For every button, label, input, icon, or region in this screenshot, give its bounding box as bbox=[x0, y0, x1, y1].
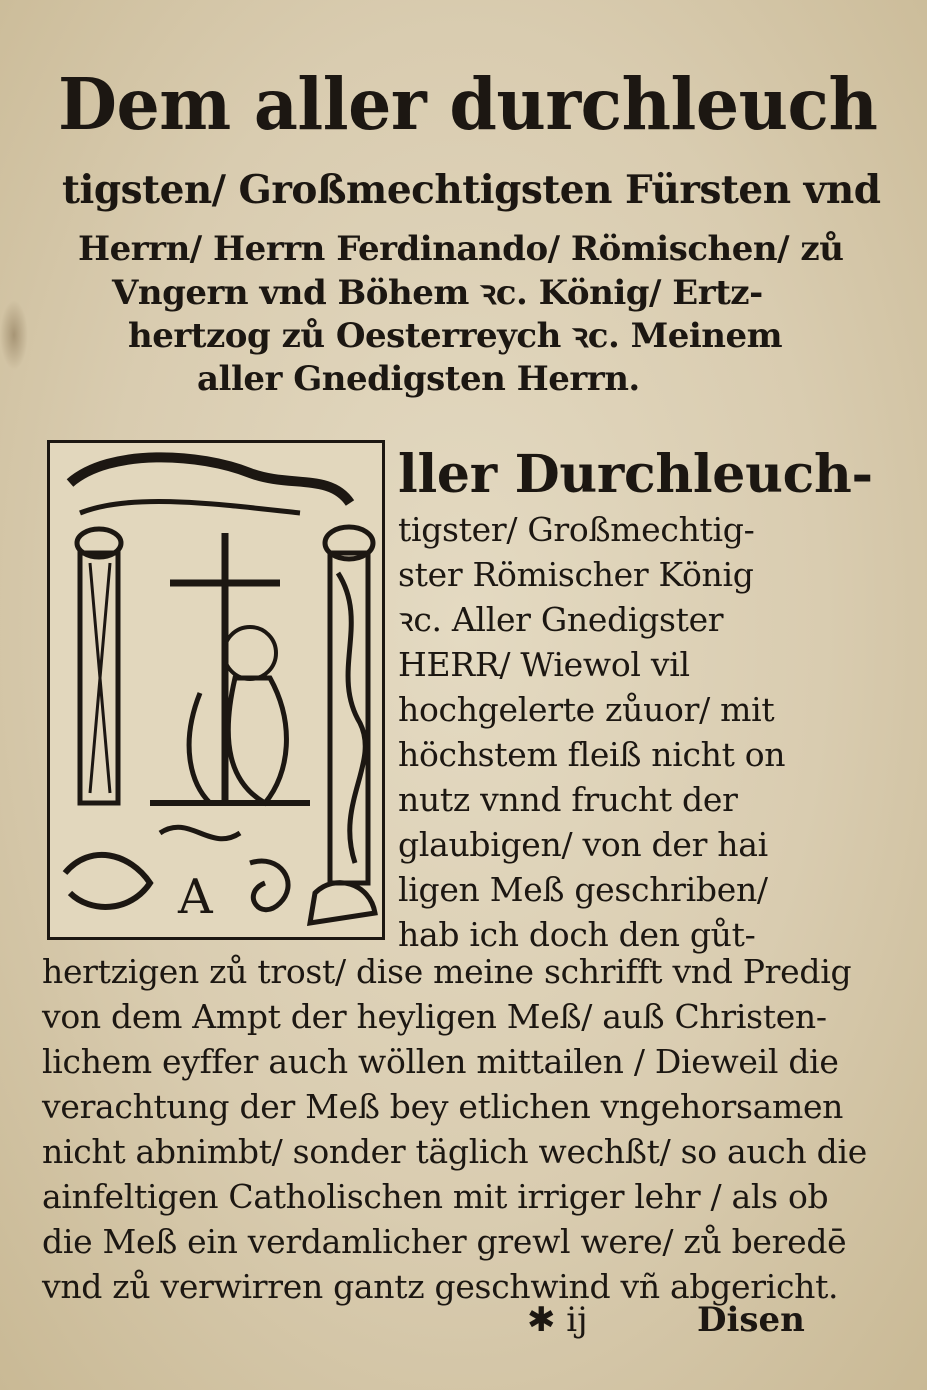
heading-line-4: Vngern vnd Böhem ꝛc. König/ Ertz- bbox=[112, 273, 763, 313]
body-line-4: ꝛc. Aller Gnedigster bbox=[398, 600, 724, 639]
body-line-3: ster Römischer König bbox=[398, 555, 754, 594]
heading-line-5: hertzog zů Oesterreych ꝛc. Meinem bbox=[128, 316, 783, 356]
body-line-17: ainfeltigen Catholischen mit irriger lehr / als ob bbox=[42, 1177, 829, 1216]
body-line-19: vnd zů verwirren gantz geschwind vñ abgericht. bbox=[42, 1267, 839, 1306]
heading-line-1: Dem aller durchleuch bbox=[58, 63, 878, 148]
body-line-15: verachtung der Meß bey etlichen vngehorsamen bbox=[42, 1087, 844, 1126]
heading-line-2: tigsten/ Großmechtigsten Fürsten vnd bbox=[62, 167, 881, 213]
body-line-12: hertzigen zů trost/ dise meine schrifft vnd Predig bbox=[42, 952, 852, 991]
heading-line-6: aller Gnedigsten Herrn. bbox=[197, 359, 640, 399]
page-stain bbox=[0, 300, 28, 370]
body-line-1: ller Durchleuch- bbox=[398, 444, 873, 505]
body-line-13: von dem Ampt der heyligen Meß/ auß Christen- bbox=[42, 997, 827, 1036]
catchword: Disen bbox=[697, 1300, 805, 1340]
body-line-7: höchstem fleiß nicht on bbox=[398, 735, 786, 774]
woodcut-illustration bbox=[50, 443, 388, 943]
body-line-18: die Meß ein verdamlicher grewl were/ zů beredē bbox=[42, 1222, 847, 1261]
signature-mark: ✱ ij bbox=[527, 1300, 588, 1340]
body-line-9: glaubigen/ von der hai bbox=[398, 825, 768, 864]
body-line-11: hab ich doch den gůt- bbox=[398, 915, 756, 954]
body-line-16: nicht abnimbt/ sonder täglich wechßt/ so auch die bbox=[42, 1132, 867, 1171]
body-line-5: HERR/ Wiewol vil bbox=[398, 645, 690, 684]
heading-line-3: Herrn/ Herrn Ferdinando/ Römischen/ zů bbox=[78, 229, 844, 269]
decorated-initial-woodcut bbox=[47, 440, 385, 940]
body-line-6: hochgelerte zůuor/ mit bbox=[398, 690, 775, 729]
body-line-8: nutz vnnd frucht der bbox=[398, 780, 738, 819]
body-line-10: ligen Meß geschriben/ bbox=[398, 870, 768, 909]
initial-letter: A bbox=[178, 869, 213, 925]
body-line-14: lichem eyffer auch wöllen mittailen / Dieweil die bbox=[42, 1042, 839, 1081]
body-line-2: tigster/ Großmechtig- bbox=[398, 510, 755, 549]
